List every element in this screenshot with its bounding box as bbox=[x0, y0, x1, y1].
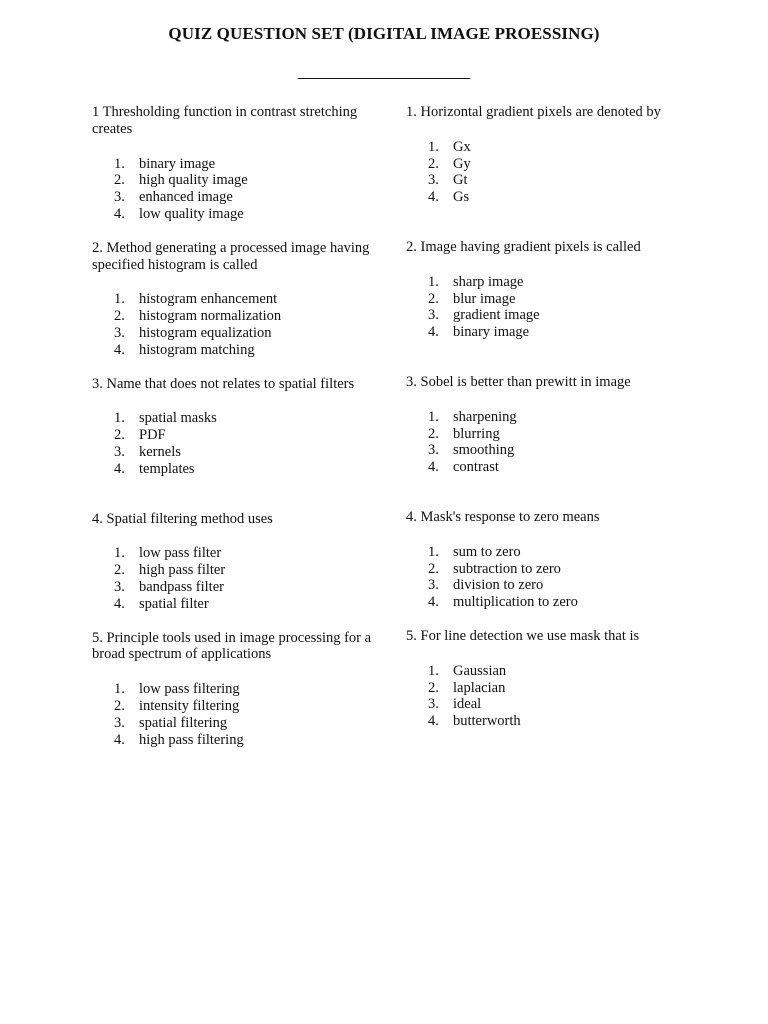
option-list bbox=[406, 544, 668, 611]
option-item bbox=[92, 444, 372, 461]
option-number: 4. bbox=[428, 713, 439, 730]
question-text: 3. Name that does not relates to spatial filters bbox=[92, 375, 355, 392]
option-item bbox=[406, 307, 668, 324]
option-item bbox=[92, 342, 372, 359]
option-number: 1. bbox=[114, 681, 125, 698]
option-item bbox=[406, 663, 668, 680]
option-text: sum to zero bbox=[453, 543, 521, 560]
option-number: 2. bbox=[114, 697, 125, 714]
option-text: spatial masks bbox=[139, 410, 217, 427]
option-number: 3. bbox=[114, 189, 125, 206]
option-number: 1. bbox=[428, 408, 439, 425]
option-item bbox=[92, 172, 372, 189]
option-text: bandpass filter bbox=[139, 578, 224, 595]
option-text: histogram matching bbox=[139, 341, 255, 358]
option-text: butterworth bbox=[453, 713, 521, 730]
option-text: intensity filtering bbox=[139, 697, 240, 714]
option-item bbox=[406, 172, 668, 189]
option-list bbox=[92, 291, 372, 358]
option-item bbox=[92, 461, 372, 478]
option-item bbox=[92, 596, 372, 613]
option-item bbox=[406, 544, 668, 561]
option-number: 2. bbox=[114, 308, 125, 325]
option-text: laplacian bbox=[453, 679, 506, 696]
option-list bbox=[406, 274, 668, 341]
option-item bbox=[92, 427, 372, 444]
option-item bbox=[406, 156, 668, 173]
option-list bbox=[406, 409, 668, 476]
question-block bbox=[92, 104, 372, 223]
option-text: kernels bbox=[139, 443, 181, 460]
option-item bbox=[406, 189, 668, 206]
option-number: 3. bbox=[428, 307, 439, 324]
option-item bbox=[406, 459, 668, 476]
option-item bbox=[406, 680, 668, 697]
option-text: subtraction to zero bbox=[453, 560, 561, 577]
option-number: 2. bbox=[114, 172, 125, 189]
option-item bbox=[92, 291, 372, 308]
question-text: 5. Principle tools used in image processing for a broad spectrum of applications bbox=[92, 629, 372, 663]
option-text: division to zero bbox=[453, 577, 544, 594]
option-text: multiplication to zero bbox=[453, 594, 578, 611]
option-number: 1. bbox=[428, 273, 439, 290]
question-text: 4. Mask's response to zero means bbox=[406, 509, 600, 525]
option-item bbox=[92, 308, 372, 325]
option-text: Gt bbox=[453, 172, 468, 189]
option-number: 4. bbox=[114, 460, 125, 477]
question-block bbox=[406, 628, 668, 730]
title-underline bbox=[298, 78, 470, 79]
option-text: low pass filter bbox=[139, 545, 222, 562]
option-item bbox=[406, 324, 668, 341]
option-number: 4. bbox=[428, 324, 439, 341]
option-text: gradient image bbox=[453, 307, 540, 324]
option-list bbox=[92, 681, 372, 748]
option-number: 4. bbox=[428, 189, 439, 206]
question-text: 1. Horizontal gradient pixels are denoted by bbox=[406, 104, 661, 120]
option-item bbox=[92, 732, 372, 749]
option-number: 4. bbox=[428, 594, 439, 611]
option-number: 1. bbox=[428, 138, 439, 155]
question-text: 3. Sobel is better than prewitt in image bbox=[406, 374, 631, 390]
option-number: 3. bbox=[114, 443, 125, 460]
option-text: Gx bbox=[453, 138, 471, 155]
option-number: 2. bbox=[428, 425, 439, 442]
question-text: 2. Image having gradient pixels is called bbox=[406, 239, 641, 255]
option-number: 1. bbox=[428, 662, 439, 679]
left-question-column bbox=[92, 104, 372, 765]
option-text: high pass filter bbox=[139, 562, 226, 579]
option-number: 1. bbox=[114, 410, 125, 427]
option-number: 2. bbox=[114, 562, 125, 579]
option-item bbox=[92, 206, 372, 223]
option-item bbox=[92, 579, 372, 596]
option-item bbox=[406, 561, 668, 578]
option-number: 3. bbox=[114, 578, 125, 595]
option-item bbox=[406, 426, 668, 443]
option-number: 4. bbox=[114, 595, 125, 612]
option-list bbox=[92, 156, 372, 223]
question-block bbox=[92, 376, 372, 494]
option-number: 1. bbox=[114, 545, 125, 562]
option-text: histogram enhancement bbox=[139, 291, 278, 308]
page-title: QUIZ QUESTION SET (DIGITAL IMAGE PROESSING) bbox=[168, 24, 600, 43]
question-block bbox=[406, 509, 668, 611]
option-number: 2. bbox=[114, 427, 125, 444]
option-item bbox=[406, 409, 668, 426]
question-text: 4. Spatial filtering method uses bbox=[92, 510, 273, 527]
option-item bbox=[92, 189, 372, 206]
option-number: 4. bbox=[114, 731, 125, 748]
option-list bbox=[92, 410, 372, 477]
question-block bbox=[92, 630, 372, 749]
option-text: histogram equalization bbox=[139, 324, 272, 341]
option-number: 2. bbox=[428, 679, 439, 696]
question-block bbox=[92, 240, 372, 359]
option-text: spatial filtering bbox=[139, 714, 228, 731]
option-number: 3. bbox=[428, 172, 439, 189]
option-number: 2. bbox=[428, 155, 439, 172]
option-item bbox=[406, 274, 668, 291]
question-block bbox=[406, 104, 668, 222]
option-text: ideal bbox=[453, 696, 482, 713]
question-block bbox=[92, 511, 372, 613]
option-number: 3. bbox=[428, 696, 439, 713]
option-text: high pass filtering bbox=[139, 731, 244, 748]
option-number: 2. bbox=[428, 560, 439, 577]
option-text: binary image bbox=[139, 155, 216, 172]
option-number: 3. bbox=[114, 714, 125, 731]
option-item bbox=[406, 577, 668, 594]
option-item bbox=[92, 156, 372, 173]
option-item bbox=[406, 594, 668, 611]
option-text: blur image bbox=[453, 290, 516, 307]
option-number: 2. bbox=[428, 290, 439, 307]
option-number: 3. bbox=[114, 324, 125, 341]
option-text: low pass filtering bbox=[139, 681, 240, 698]
option-list bbox=[92, 545, 372, 612]
option-text: histogram normalization bbox=[139, 308, 282, 325]
option-number: 4. bbox=[114, 341, 125, 358]
option-number: 3. bbox=[428, 442, 439, 459]
option-item bbox=[406, 696, 668, 713]
option-item bbox=[92, 410, 372, 427]
option-item bbox=[92, 325, 372, 342]
option-text: spatial filter bbox=[139, 595, 209, 612]
option-text: low quality image bbox=[139, 205, 244, 222]
option-text: Gy bbox=[453, 155, 471, 172]
option-number: 1. bbox=[114, 155, 125, 172]
option-list bbox=[406, 663, 668, 730]
option-text: enhanced image bbox=[139, 189, 233, 206]
option-text: Gaussian bbox=[453, 662, 507, 679]
option-text: templates bbox=[139, 460, 195, 477]
option-text: PDF bbox=[139, 427, 166, 444]
question-block bbox=[406, 374, 668, 492]
option-text: contrast bbox=[453, 459, 499, 476]
question-text: 2. Method generating a processed image having specified histogram is called bbox=[92, 239, 370, 273]
question-text: 1 Thresholding function in contrast stretching creates bbox=[92, 104, 358, 137]
option-number: 1. bbox=[428, 543, 439, 560]
option-text: blurring bbox=[453, 425, 500, 442]
option-list bbox=[406, 139, 668, 206]
option-text: smoothing bbox=[453, 442, 515, 459]
option-item bbox=[406, 442, 668, 459]
option-text: sharpening bbox=[453, 408, 517, 425]
option-text: binary image bbox=[453, 324, 530, 341]
option-item bbox=[406, 291, 668, 308]
option-number: 1. bbox=[114, 291, 125, 308]
option-item bbox=[406, 139, 668, 156]
option-number: 3. bbox=[428, 577, 439, 594]
option-item bbox=[92, 681, 372, 698]
option-text: sharp image bbox=[453, 273, 524, 290]
option-text: Gs bbox=[453, 189, 470, 206]
question-text: 5. For line detection we use mask that is bbox=[406, 627, 640, 644]
right-question-column bbox=[406, 104, 668, 747]
option-number: 4. bbox=[428, 459, 439, 476]
option-item bbox=[92, 545, 372, 562]
option-item bbox=[92, 698, 372, 715]
question-block bbox=[406, 239, 668, 357]
option-item bbox=[92, 715, 372, 732]
option-item bbox=[92, 562, 372, 579]
option-number: 4. bbox=[114, 205, 125, 222]
option-text: high quality image bbox=[139, 172, 248, 189]
option-item bbox=[406, 713, 668, 730]
